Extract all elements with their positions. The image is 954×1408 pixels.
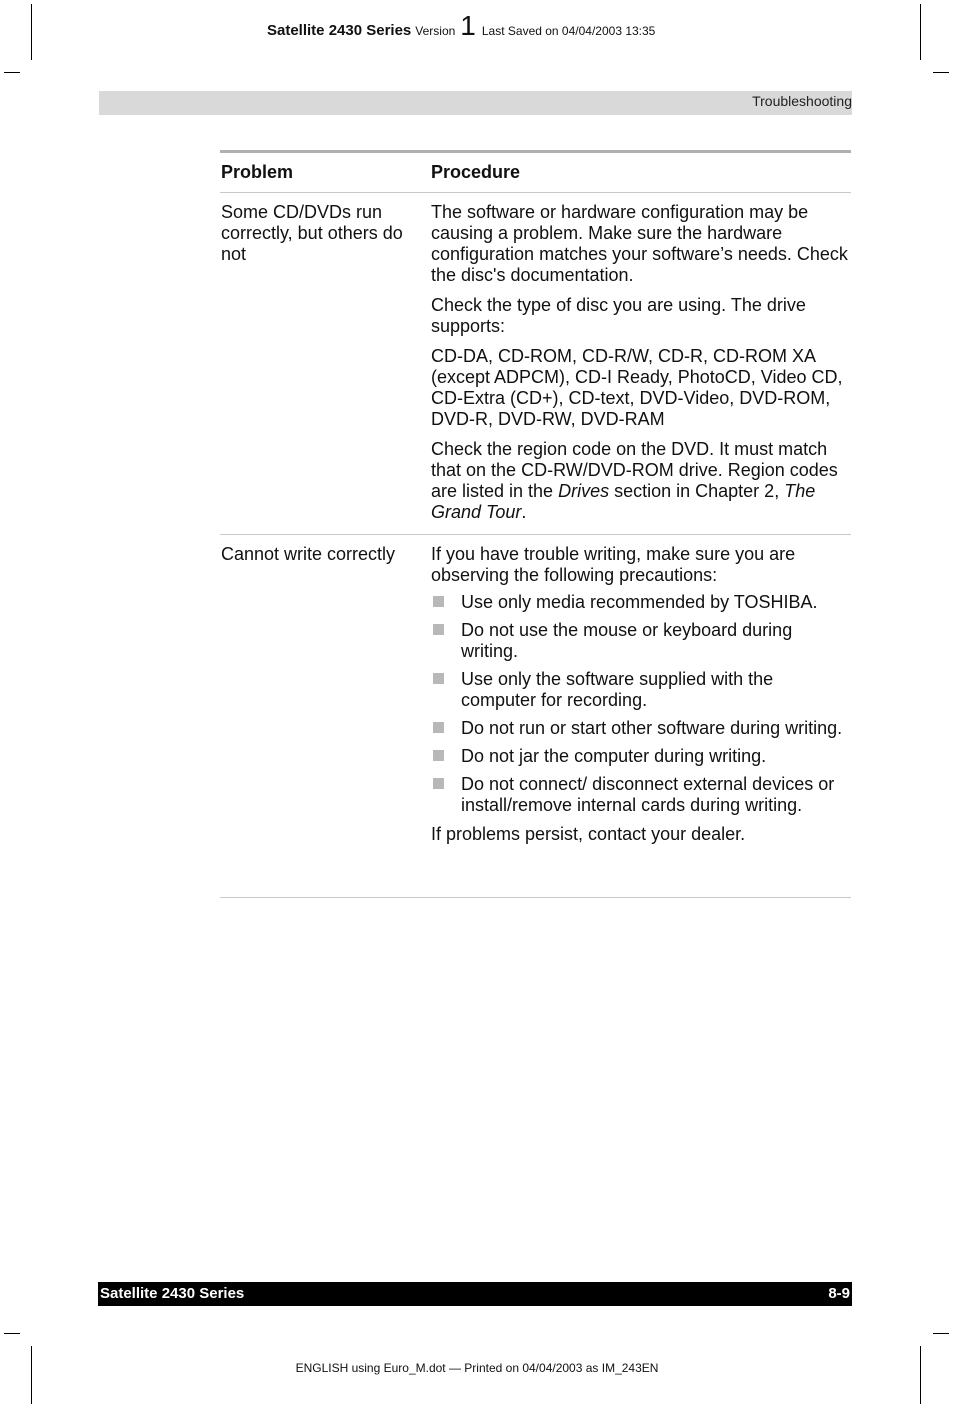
list-item — [431, 746, 851, 767]
bullet-square-icon — [433, 596, 444, 607]
version-label: Version — [415, 24, 456, 38]
row-rule — [220, 534, 851, 535]
list-item — [431, 620, 851, 662]
section-header-band — [99, 91, 852, 115]
table-bottom-rule — [220, 897, 851, 898]
procedure-paragraph: If you have trouble writing, make sure you are observing the following precautions: — [431, 544, 796, 585]
list-item-text: Do not jar the computer during writing. — [461, 746, 767, 766]
list-item-text: Use only the software supplied with the computer for recording. — [461, 669, 774, 710]
precautions-list — [431, 592, 851, 816]
crop-mark — [31, 4, 32, 60]
bullet-square-icon — [433, 722, 444, 733]
crop-mark — [920, 1346, 921, 1404]
procedure-cell — [431, 202, 851, 532]
bullet-square-icon — [433, 624, 444, 635]
crop-mark — [4, 1333, 20, 1334]
page-footer — [98, 1282, 852, 1306]
bullet-square-icon — [433, 778, 444, 789]
crop-mark — [933, 72, 949, 73]
product-name: Satellite 2430 Series — [267, 22, 412, 39]
document-header — [267, 10, 656, 41]
print-info: ENGLISH using Euro_M.dot — Printed on 04/04/2003 as IM_243EN — [295, 1361, 659, 1375]
problem-cell: Some CD/DVDs run correctly, but others do not — [221, 202, 403, 264]
column-header-problem: Problem — [221, 162, 294, 182]
version-number: 1 — [460, 10, 476, 41]
text-run: section in Chapter 2, — [609, 481, 785, 501]
procedure-paragraph: If problems persist, contact your dealer. — [431, 824, 746, 844]
column-header-procedure: Procedure — [431, 162, 521, 182]
procedure-cell — [431, 544, 851, 854]
list-item — [431, 774, 851, 816]
crop-mark — [920, 4, 921, 60]
emphasis-drives: Drives — [558, 481, 610, 501]
problem-cell: Cannot write correctly — [221, 544, 396, 564]
text-run: . — [521, 502, 527, 522]
list-item-text: Do not use the mouse or keyboard during writing. — [461, 620, 793, 661]
procedure-paragraph — [431, 439, 851, 523]
bullet-square-icon — [433, 750, 444, 761]
list-item — [431, 669, 851, 711]
section-title: Troubleshooting — [752, 93, 852, 109]
last-saved: Last Saved on 04/04/2003 13:35 — [481, 24, 656, 38]
list-item — [431, 718, 851, 739]
list-item-text: Do not run or start other software during writing. — [461, 718, 843, 738]
crop-mark — [933, 1333, 949, 1334]
crop-mark — [4, 72, 20, 73]
list-item-text: Use only media recommended by TOSHIBA. — [461, 592, 818, 612]
procedure-paragraph: The software or hardware configuration may be causing a problem. Make sure the hardware configuration matches your software’s needs. Check the disc's documentation. — [431, 202, 848, 285]
list-item-text: Do not connect/ disconnect external devices or install/remove internal cards during writing. — [461, 774, 835, 815]
crop-mark — [31, 1346, 32, 1404]
procedure-paragraph: Check the type of disc you are using. The drive supports: — [431, 295, 806, 336]
table-top-rule — [220, 150, 851, 153]
text-run: Check the region code on the DVD. It must match that on the CD-RW/DVD-ROM drive. Region codes are listed in the — [431, 439, 838, 501]
footer-product: Satellite 2430 Series — [100, 1285, 245, 1302]
bullet-square-icon — [433, 673, 444, 684]
header-rule — [220, 192, 851, 193]
supported-formats: CD-DA, CD-ROM, CD-R/W, CD-R, CD-ROM XA (except ADPCM), CD-I Ready, PhotoCD, Video CD, CD-Extra (CD+), CD-text, DVD-Video, DVD-ROM, DVD-R, DVD-RW, DVD-RAM — [431, 346, 843, 429]
page-number: 8-9 — [828, 1285, 850, 1302]
emphasis-chapter-title: The Grand Tour — [431, 481, 816, 522]
list-item — [431, 592, 851, 613]
